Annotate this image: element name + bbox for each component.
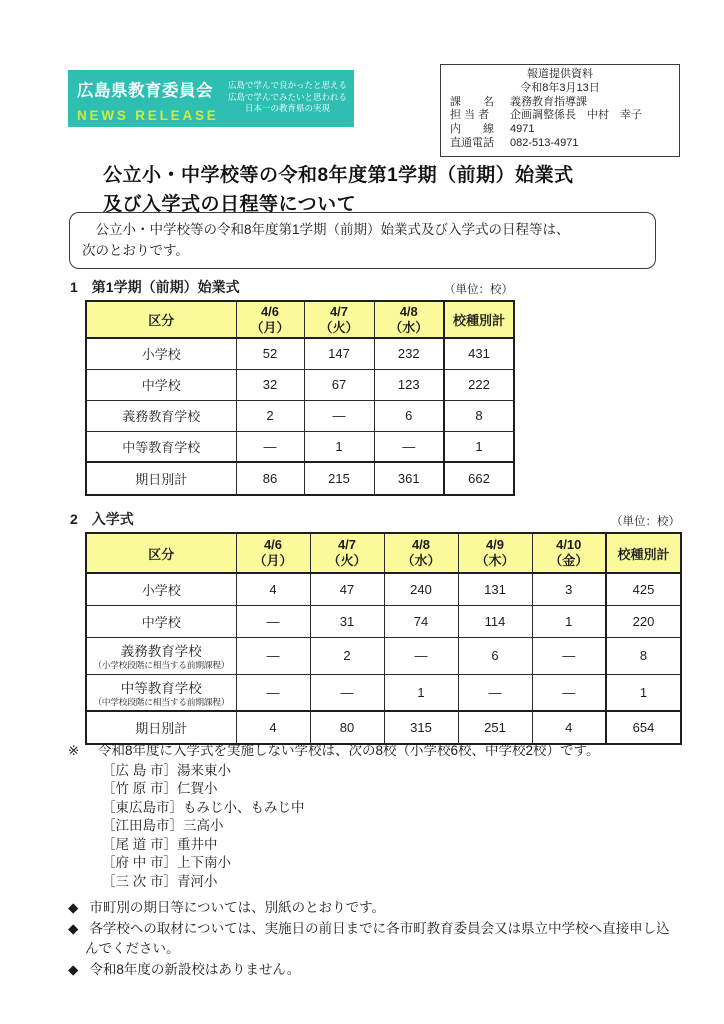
cell-value: ― [236, 637, 310, 674]
bullet-text: 市町別の期日等については、別紙のとおりです。 [89, 900, 386, 915]
cell-value: ― [532, 674, 606, 711]
exception-note [68, 742, 599, 891]
cell-total: 1 [606, 674, 681, 711]
cell-value: 2 [236, 400, 304, 431]
cell-value: 74 [384, 605, 458, 637]
slogan-line-3: 日本一の教育県の実現 [244, 103, 330, 113]
school-list [102, 762, 599, 892]
cell-value: 315 [384, 711, 458, 744]
section1-heading: 1 第1学期（前期）始業式 [70, 279, 240, 295]
table-footer-row [86, 711, 681, 744]
cell-value: 1 [532, 605, 606, 637]
cell-value: 4 [532, 711, 606, 744]
cell-total: 220 [606, 605, 681, 637]
cell-total: 8 [444, 400, 514, 431]
list-item: ［江田島市］三高小 [102, 818, 224, 833]
row-label [86, 637, 236, 674]
section2-head [70, 509, 680, 529]
row-label: 義務教育学校 [86, 400, 236, 431]
day-label: （火） [319, 319, 359, 335]
bullet-diamond-icon: ◆ [68, 962, 79, 977]
day-label: （火） [327, 553, 367, 568]
note-head [68, 742, 599, 761]
note-text: 令和8年度に入学式を実施しない学校は、次の8校（小学校6校、中学校2校）です。 [98, 743, 600, 758]
row-label [86, 674, 236, 711]
day-label: （水） [389, 319, 429, 335]
bullet-text: 令和8年度の新設校はありません。 [89, 962, 301, 977]
table-row [86, 431, 514, 462]
press-row-label: 直通電話 [450, 136, 494, 149]
section2-unit-label: （単位：校） [611, 516, 680, 528]
cell-value: 6 [374, 400, 444, 431]
date-label: 4/6 [263, 537, 283, 552]
press-row-label: 課 名 [450, 95, 494, 108]
summary-box [69, 212, 656, 269]
list-item: ［三 次 市］青河小 [102, 873, 218, 889]
list-item: ［広 島 市］湯来東小 [102, 762, 232, 778]
cell-value: 2 [310, 637, 384, 674]
date-label: 4/8 [411, 537, 431, 552]
bullet-diamond-icon: ◆ [68, 900, 79, 915]
entrance-ceremony-table [85, 532, 682, 745]
day-label: （金） [549, 553, 589, 568]
table1-col-total: 校種別計 [444, 301, 514, 338]
cell-value: 80 [310, 711, 384, 744]
table2-col-date [532, 533, 606, 573]
date-label: 4/8 [399, 303, 418, 319]
slogan-line-1: 広島で学んで良かったと思える [227, 80, 347, 90]
list-item: ［東広島市］もみじ小、もみじ中 [102, 799, 305, 815]
table2-col-date [310, 533, 384, 573]
cell-value: 232 [374, 338, 444, 369]
row-label: 中等教育学校 [86, 431, 236, 462]
press-info-box [440, 64, 680, 157]
remarks-list [68, 898, 682, 981]
cell-value: 361 [374, 462, 444, 495]
row-label: 期日別計 [86, 711, 236, 744]
bullet-text: 各学校への取材については、実施日の前日までに各市町教育委員会又は県立中学校へ直接申し込んでください。 [85, 921, 670, 956]
table1-col-date [304, 301, 374, 338]
day-label: （水） [401, 553, 441, 568]
cell-value: 32 [236, 369, 304, 400]
doc-type-label: 報道提供資料 [527, 68, 593, 80]
date-label: 4/6 [260, 303, 280, 319]
cell-value: 114 [458, 605, 532, 637]
table-row [86, 338, 514, 369]
cell-value: ― [236, 605, 310, 637]
press-row-value: 4971 [510, 123, 535, 136]
cell-value: 123 [374, 369, 444, 400]
cell-value: ― [310, 674, 384, 711]
table2-header-row [86, 533, 681, 573]
press-row-label: 内 線 [450, 123, 494, 136]
cell-total: 431 [444, 338, 514, 369]
cell-value: ― [532, 637, 606, 674]
cell-value: 147 [304, 338, 374, 369]
list-item [68, 960, 682, 980]
cell-total: 425 [606, 573, 681, 605]
row-label: 期日別計 [86, 462, 236, 495]
organization-name: 広島県教育委員会 [77, 82, 213, 100]
row-label: 中学校 [86, 605, 236, 637]
news-release-banner [68, 70, 354, 127]
cell-value: 131 [458, 573, 532, 605]
cell-value: ― [236, 431, 304, 462]
row-label: 中学校 [86, 369, 236, 400]
cell-value: ― [236, 674, 310, 711]
list-item [68, 898, 682, 918]
day-label: （木） [475, 553, 515, 568]
day-label: （月） [253, 553, 293, 568]
press-info-row [450, 109, 670, 123]
table2-col-date [236, 533, 310, 573]
row-label-main: 中等教育学校 [120, 680, 202, 696]
opening-ceremony-table [85, 300, 515, 496]
table1-col-category: 区分 [86, 301, 236, 338]
press-info-row [450, 96, 670, 110]
table-row [86, 369, 514, 400]
table-row [86, 573, 681, 605]
banner-left-block [77, 77, 228, 122]
date-label: 4/7 [337, 537, 357, 552]
section-opening-ceremony [70, 277, 513, 496]
date-label: 4/9 [485, 537, 505, 552]
page-title [103, 161, 574, 219]
list-item: ［尾 道 市］重井中 [102, 836, 218, 852]
summary-line-2: 次のとおりです。 [82, 243, 189, 258]
row-label-main: 義務教育学校 [120, 644, 202, 659]
table-row [86, 400, 514, 431]
cell-value: 240 [384, 573, 458, 605]
row-label-sub: （小学校段階に相当する前期課程） [93, 660, 230, 670]
cell-total: 1 [444, 431, 514, 462]
table2-col-date [384, 533, 458, 573]
press-row-value: 082-513-4971 [510, 136, 579, 149]
date-label: 4/10 [556, 537, 582, 552]
section1-unit-label: （単位：校） [444, 284, 513, 296]
note-marker: ※ [68, 743, 80, 758]
banner-slogan [228, 77, 347, 122]
row-label-sub: （中学校段階に相当する前期課程） [93, 696, 230, 707]
cell-value: 52 [236, 338, 304, 369]
cell-total: 654 [606, 711, 681, 744]
table2-col-total: 校種別計 [606, 533, 681, 573]
press-date: 令和8年3月13日 [520, 81, 600, 94]
row-label: 小学校 [86, 573, 236, 605]
table1-col-date [374, 301, 444, 338]
cell-value: ― [304, 400, 374, 431]
bullet-diamond-icon: ◆ [68, 921, 79, 936]
table2-col-date [458, 533, 532, 573]
cell-value: 47 [310, 573, 384, 605]
table1-col-date [236, 301, 304, 338]
cell-value: 86 [236, 462, 304, 495]
cell-value: 31 [310, 605, 384, 637]
table-row [86, 605, 681, 637]
table2-col-category: 区分 [86, 533, 236, 573]
section2-heading: 2 入学式 [70, 511, 134, 527]
row-label: 小学校 [86, 338, 236, 369]
cell-value: ― [384, 637, 458, 674]
press-info-row [450, 137, 670, 151]
cell-value: 251 [458, 711, 532, 744]
table-row [86, 674, 681, 711]
press-row-label: 担 当 者 [450, 109, 490, 122]
list-item: ［府 中 市］上下南小 [102, 855, 232, 870]
slogan-line-2: 広島で学んでみたいと思われる [227, 91, 347, 102]
cell-value: 1 [304, 431, 374, 462]
press-info-row [450, 123, 670, 137]
cell-value: 215 [304, 462, 374, 495]
cell-value: ― [458, 674, 532, 711]
cell-value: 1 [384, 674, 458, 711]
date-label: 4/7 [329, 303, 349, 319]
news-release-label: NEWS RELEASE [77, 108, 219, 123]
section-entrance-ceremony [70, 509, 680, 745]
summary-line-1: 公立小・中学校等の令和8年度第1学期（前期）始業式及び入学式の日程等は、 [82, 222, 570, 237]
section1-head [70, 277, 513, 297]
cell-value: 4 [236, 711, 310, 744]
cell-value: 67 [304, 369, 374, 400]
cell-value: 6 [458, 637, 532, 674]
press-row-value: 義務教育指導課 [510, 95, 587, 108]
cell-total: 8 [606, 637, 681, 674]
page-title-line-2: 及び入学式の日程等について [103, 194, 357, 215]
list-item [68, 919, 682, 959]
cell-total: 662 [444, 462, 514, 495]
page-title-line-1: 公立小・中学校等の令和8年度第1学期（前期）始業式 [103, 165, 574, 186]
cell-value: 4 [236, 573, 310, 605]
day-label: （月） [250, 319, 290, 335]
cell-total: 222 [444, 369, 514, 400]
press-row-value: 企画調整係長 中村 幸子 [510, 109, 642, 122]
cell-value: ― [374, 431, 444, 462]
cell-value: 3 [532, 573, 606, 605]
table1-header-row [86, 301, 514, 338]
table-footer-row [86, 462, 514, 495]
table-row [86, 637, 681, 674]
list-item: ［竹 原 市］仁賀小 [102, 781, 218, 796]
